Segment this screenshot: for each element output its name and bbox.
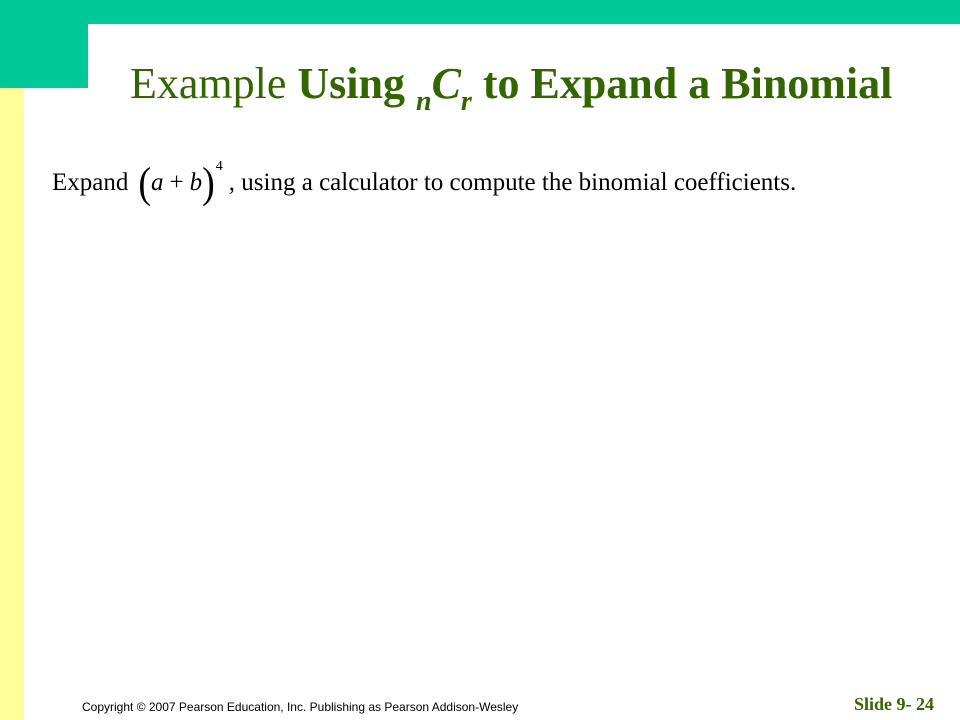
plus-sign: + — [169, 169, 184, 196]
open-paren: ( — [138, 158, 152, 208]
copyright-notice: Copyright © 2007 Pearson Education, Inc. Publishing as Pearson Addison-Wesley — [82, 700, 519, 714]
slide-title — [130, 59, 893, 117]
statement-rest: , using a calculator to compute the binomial coefficients. — [228, 169, 797, 196]
top-accent-bar — [0, 0, 960, 24]
statement-lead: Expand — [52, 169, 129, 196]
problem-statement — [52, 158, 797, 208]
corner-accent-block — [0, 0, 88, 88]
title-bold-1: Using — [297, 59, 416, 108]
exponent: 4 — [215, 159, 223, 174]
left-accent-bar — [0, 0, 24, 720]
variable-a: a — [151, 169, 164, 196]
title-bold-2: to Expand a Binomial — [471, 59, 893, 108]
title-subscript-r: r — [460, 86, 472, 117]
title-subscript-n: n — [415, 86, 432, 117]
slide-number: Slide 9- 24 — [853, 694, 934, 714]
variable-b: b — [189, 169, 203, 196]
close-paren: ) — [202, 158, 215, 208]
binomial-expression — [138, 158, 223, 208]
title-prefix: Example — [130, 59, 298, 108]
title-symbol-c: C — [431, 59, 461, 108]
